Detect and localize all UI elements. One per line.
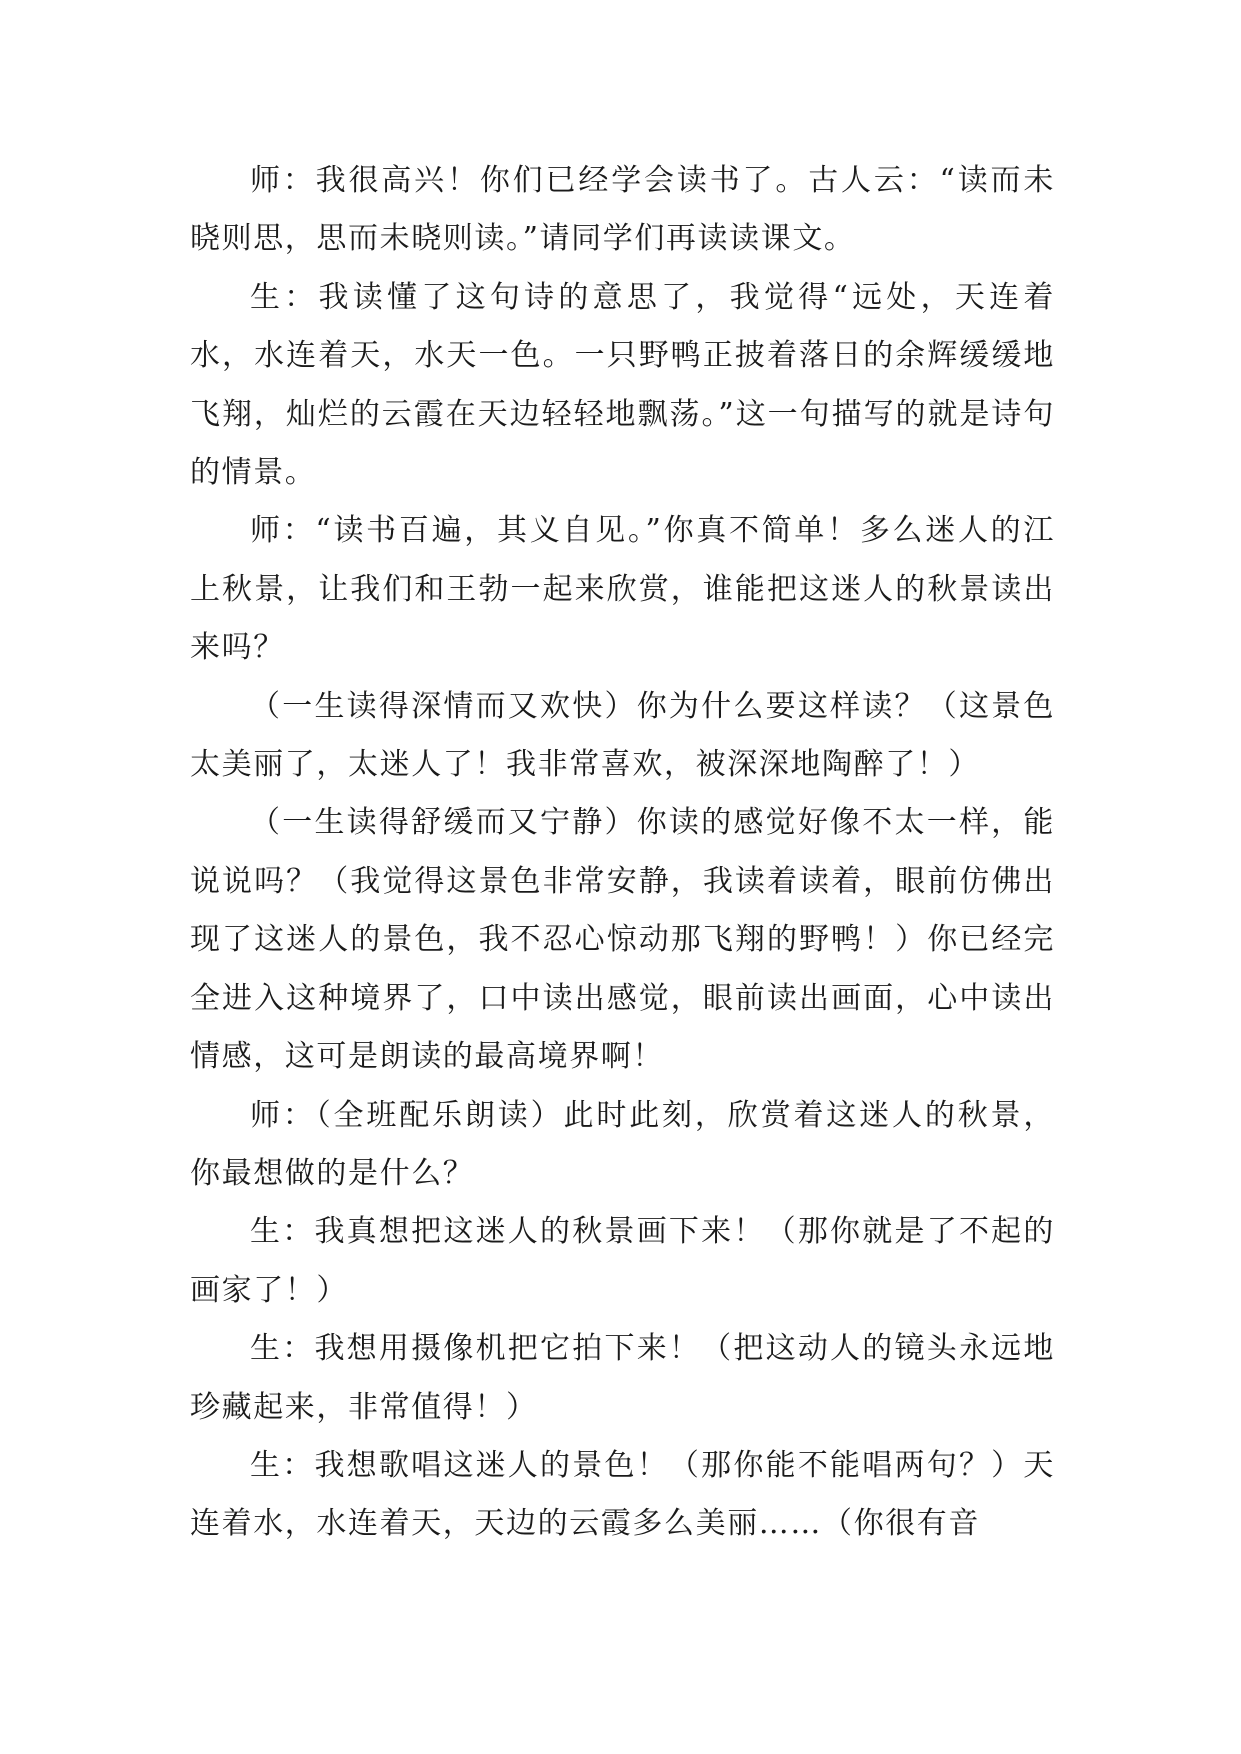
lesson-transcript [190,152,1055,1554]
paragraph-student-understanding: 生：我读懂了这句诗的意思了，我觉得“远处，天连着水，水连着天，水天一色。一只野鸭正披着落日的余辉缓缓地飞翔，灿烂的云霞在天边轻轻地飘荡。”这一句描写的就是诗句的情景。 [190,279,1055,491]
paragraph-student-singing: 生：我想歌唱这迷人的景色！（那你能不能唱两句？）天连着水，水连着天，天边的云霞多么美丽……（你很有音 [190,1447,1055,1542]
paragraph-teacher-praise: 师：我很高兴！你们已经学会读书了。古人云：“读而未晓则思，思而未晓则读。”请同学们再读读课文。 [190,163,1055,257]
paragraph-calm-reading: （一生读得舒缓而又宁静）你读的感觉好像不太一样，能说说吗？（我觉得这景色非常安静，我读着读着，眼前仿佛出现了这迷人的景色，我不忍心惊动那飞翔的野鸭！）你已经完全进入这种境界了，口中读出感觉，眼前读出画面，心中读出情感，这可是朗读的最高境界啊！ [190,805,1055,1075]
paragraph-student-camera: 生：我想用摄像机把它拍下来！（把这动人的镜头永远地珍藏起来，非常值得！） [190,1331,1055,1425]
paragraph-teacher-autumn-scene: 师：“读书百遍，其义自见。”你真不简单！多么迷人的江上秋景，让我们和王勃一起来欣赏，谁能把这迷人的秋景读出来吗？ [190,513,1055,666]
paragraph-joyful-reading: （一生读得深情而又欢快）你为什么要这样读？（这景色太美丽了，太迷人了！我非常喜欢，被深深地陶醉了！） [190,688,1055,783]
paragraph-class-reading: 师：（全班配乐朗读）此时此刻，欣赏着这迷人的秋景，你最想做的是什么？ [190,1097,1055,1191]
paragraph-student-painting: 生：我真想把这迷人的秋景画下来！（那你就是了不起的画家了！） [190,1214,1055,1308]
